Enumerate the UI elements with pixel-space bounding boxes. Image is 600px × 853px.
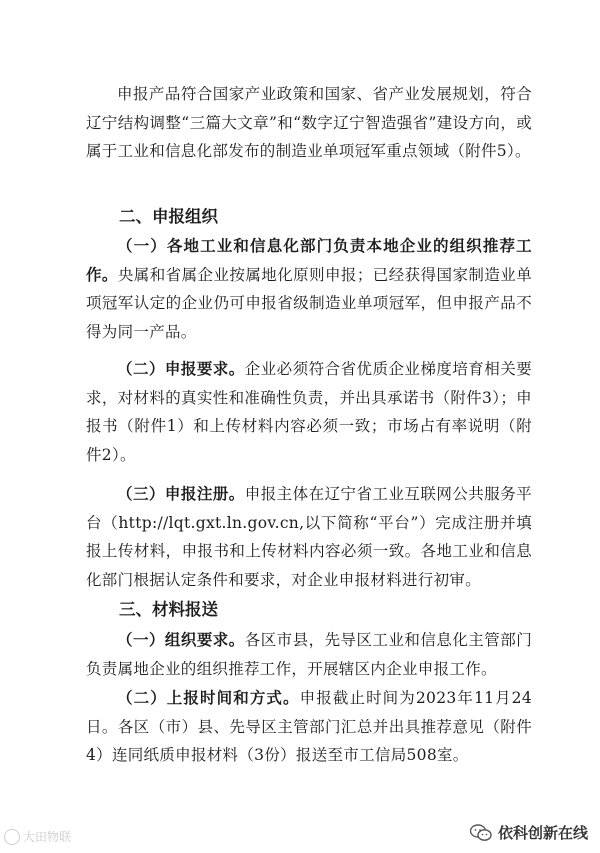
paragraph-body: 各区市县，先导区工业和信息化主管部门负责属地企业的组织推荐工作，开展辖区内企业申报工作。 <box>86 631 532 678</box>
paragraph-body: 申报主体在辽宁省工业互联网公共服务平台（http://lqt.gxt.ln.gov.cn,以下简称“平台”）完成注册并填报上传材料，申报书和上传材料内容必须一致。各地工业和信息化部门根据认定条件和要求，对企业申报材料进行初审。 <box>86 485 532 589</box>
paragraph-local-recommendation <box>86 232 532 346</box>
paragraph-body: 申报截止时间为2023年11月24日。各区（市）县、先导区主管部门汇总并出具推荐意见（附件4）连同纸质申报材料（3份）报送至市工信局508室。 <box>86 689 532 764</box>
paragraph-organization-requirements <box>86 626 532 683</box>
paragraph-registration <box>86 480 532 594</box>
paragraph-body: 央属和省属企业按属地化原则申报；已经获得国家制造业单项冠军认定的企业仍可申报省级制造业单项冠军，但申报产品不得为同一产品。 <box>86 265 532 341</box>
watermark-left <box>4 828 71 845</box>
wechat-icon <box>470 824 492 842</box>
paragraph-submission-time <box>86 684 532 770</box>
paragraph-body: 企业必须符合省优质企业梯度培育相关要求，对材料的真实性和准确性负责，并出具承诺书（附件3）；申报书（附件1）和上传材料内容必须一致；市场占有率说明（附件2）。 <box>86 360 532 464</box>
paragraph-product-requirements: 申报产品符合国家产业政策和国家、省产业发展规划，符合辽宁结构调整“三篇大文章”和“数字辽宁智造强省”建设方向，或属于工业和信息化部发布的制造业单项冠军重点领域（附件5）。 <box>86 85 532 160</box>
wechat-account-badge <box>470 822 588 843</box>
paragraph-application-requirements <box>86 355 532 469</box>
watermark-logo-icon <box>4 829 20 845</box>
paragraph-lead: （一）组织要求。 <box>117 630 245 649</box>
paragraph-lead: （一）各地工业和信息化部门负责本地企业的组织推荐工作。 <box>86 236 532 284</box>
wechat-account-name: 依科创新在线 <box>497 824 588 842</box>
section-heading-submission: 三、材料报送 <box>119 600 218 619</box>
paragraph-lead: （二）上报时间和方式。 <box>117 688 300 707</box>
paragraph-lead: （二）申报要求。 <box>117 359 245 378</box>
watermark-text: 大田物联 <box>23 830 72 844</box>
section-heading-organization: 二、申报组织 <box>119 207 218 226</box>
paragraph-lead: （三）申报注册。 <box>117 484 245 503</box>
